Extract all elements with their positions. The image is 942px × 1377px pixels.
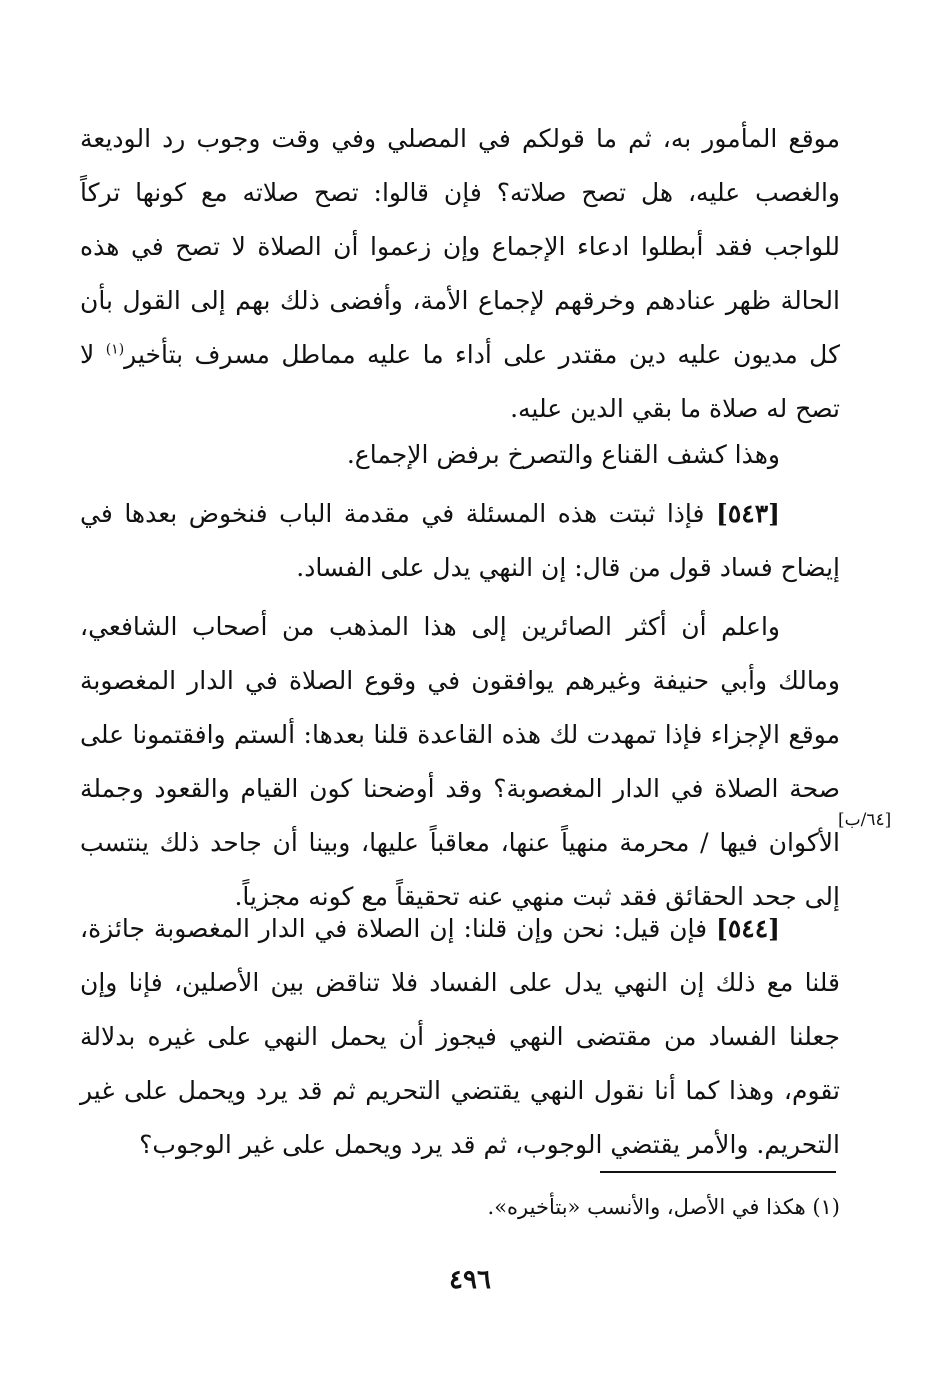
paragraph-number: [٥٤٤] (716, 914, 780, 943)
footnote-separator (600, 1171, 836, 1173)
footnote: (١) هكذا في الأصل، والأنسب «بتأخيره». (487, 1195, 840, 1219)
paragraph-text: واعلم أن أكثر الصائرين إلى هذا المذهب من أصحاب الشافعي، ومالك وأبي حنيفة وغيرهم يوافقون في وقوع الصلاة في الدار المغصوبة موقع الإجزاء فإذا تمهدت لك هذه القاعدة قلنا بعدها: ألستم وافقتمونا على صحة الصلاة في الدار المغصوبة؟ وقد أوضحنا كون القيام والقعود وجملة الأكوان فيها / محرمة منهياً عنها، معاقباً عليها، وبينا أن جاحد ذلك ينتسب إلى جحد الحقائق فقد ثبت منهي عنه تحقيقاً مع كونه مجزياً. (80, 612, 840, 911)
paragraph-text: فإن قيل: نحن وإن قلنا: إن الصلاة في الدار المغصوبة جائزة، قلنا مع ذلك إن النهي يدل على الفساد فلا تناقض بين الأصلين، فإنا وإن جعلنا الفساد من مقتضى النهي فيجوز أن يحمل النهي على غيره بدلالة تقوم، وهذا كما أنا نقول النهي يقتضي التحريم ثم قد يرد ويحمل على غير التحريم. والأمر يقتضي الوجوب، ثم قد يرد ويحمل على غير الوجوب؟ (80, 914, 840, 1159)
margin-folio-reference: [٦٤/ب] (838, 810, 892, 830)
paragraph-text: فإذا ثبتت هذه المسئلة في مقدمة الباب فنخوض بعدها في إيضاح فساد قول من قال: إن النهي يدل على الفساد. (80, 499, 840, 582)
paragraph-543 (80, 487, 840, 595)
paragraph-544 (80, 902, 840, 1172)
footnote-marker[interactable]: (١) (105, 341, 125, 358)
paragraph-text-continued: لا تصح له صلاة ما بقي الدين عليه. (80, 340, 840, 423)
paragraph-2 (80, 428, 840, 482)
paragraph-number: [٥٤٣] (716, 499, 780, 528)
paragraph-text: وهذا كشف القناع والتصرخ برفض الإجماع. (346, 440, 780, 469)
paragraph-text: موقع المأمور به، ثم ما قولكم في المصلي وفي وقت وجوب رد الوديعة والغصب عليه، هل تصح صلاته؟ فإن قالوا: تصح صلاته مع كونها تركاً للواجب فقد أبطلوا ادعاء الإجماع وإن زعموا أن الصلاة لا تصح في هذه الحالة ظهر عنادهم وخرقهم لإجماع الأمة، وأفضى ذلك بهم إلى القول بأن كل مديون عليه دين مقتدر على أداء ما عليه مماطل مسرف بتأخير (80, 124, 840, 369)
paragraph-1 (80, 112, 840, 436)
page-number: ٤٩٦ (449, 1265, 491, 1295)
paragraph-4 (80, 600, 840, 924)
